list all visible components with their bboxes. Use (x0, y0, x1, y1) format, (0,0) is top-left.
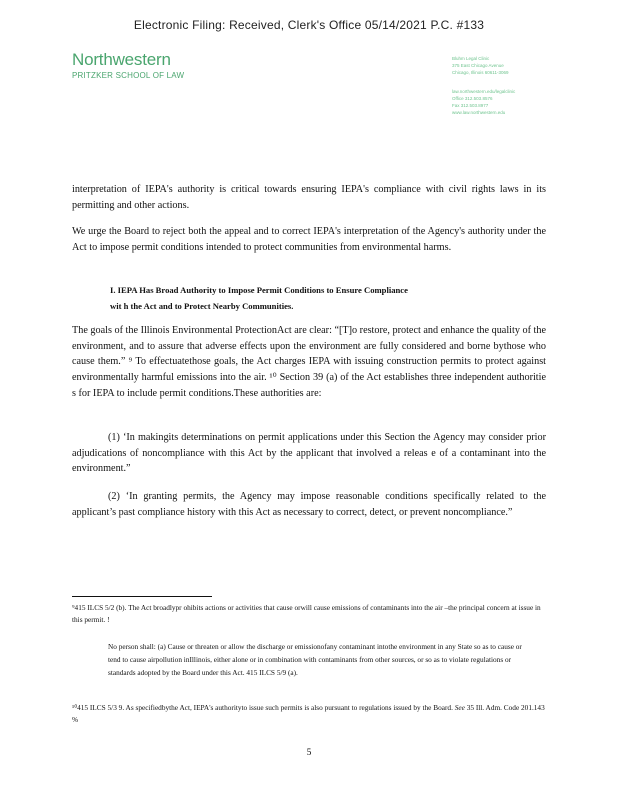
clinic-contact: law.northwestern.edu/legalclinic Office 312.503.8576 Fax 312.503.8977 www.law.northwestern.edu (452, 89, 516, 115)
footnote-10 (72, 702, 546, 726)
footnote-9: ⁹415 ILCS 5/2 (b). The Act broadlypr ohibits actions or activities that cause orwill cause emissions of contaminants into the air –the principal concern at issue in this permit. ! (72, 603, 541, 625)
quote-reasonable-conditions: (2) ‘In granting permits, the Agency may impose reasonable conditions specifically related to the applicant’s past compliance history with this Act as necessary to correct, detect, or prevent noncompliance.” (72, 491, 546, 518)
pritzker-subtitle: PRITZKER SCHOOL OF LAW (72, 71, 185, 80)
paragraph-civil-rights: interpretation of IEPA's authority is critical towards ensuring IEPA's compliance with civil rights laws in its permitting and other actions. (72, 184, 546, 211)
quote-adjudications: (1) ‘In makingits determinations on permit applications under this Section the Agency may consider prior adjudications of noncompliance with this Act by the applicant that involved a releas e of a contaminant into the environment.” (72, 432, 546, 475)
section-heading-line-2: wit h the Act and to Protect Nearby Communities. (110, 301, 294, 311)
paragraph-urge-board: We urge the Board to reject both the appeal and to correct IEPA's interpretation of the Agency's authority under the Act to impose permit conditions intended to protect communities from environmental harms. (72, 226, 546, 253)
footnote-10-citation: 35 Ill. Adm. Code 201.143 % (72, 703, 545, 725)
electronic-filing-stamp: Electronic Filing: Received, Clerk's Office 05/14/2021 P.C. #133 (133, 18, 485, 32)
page-number: 5 (306, 748, 312, 758)
clinic-address: Bluhm Legal Clinic 375 East Chicago Avenue Chicago, Illinois 60611-3069 (452, 56, 509, 75)
paragraph-act-goals: The goals of the Illinois Environmental ProtectionAct are clear: “[T]o restore, protect and enhance the quality of the environment, and to assure that adverse effects upon the environment are fully considered and borne bythose who cause them.” ⁹ To effectuatethose goals, the Act charges IEPA with issuing construction permits to protect against environmentally harmful emissions into the air. ¹⁰ Section 39 (a) of the Act establishes three independent authoritie s for IEPA to include permit conditions.These authorities are: (72, 325, 546, 399)
footnote-divider (72, 596, 212, 597)
footnote-10-see: See (454, 703, 465, 712)
footnote-10-text: ¹⁰415 ILCS 5/3 9. As specifiedbythe Act, IEPA's authorityto issue such permits is also pursuant to regulations issued by the Board. (72, 703, 455, 712)
northwestern-logo: Northwestern (72, 50, 171, 69)
footnote-9-quote: No person shall: (a) Cause or threaten or allow the discharge or emissionofany contaminant intothe environment in any State so as to cause or tend to cause airpollution inIllinois, either alone or in combination with contaminants from other sources, or so as to violate regulations or standards adopted by the Board under this Act. 415 ILCS 5/9 (a). (108, 642, 522, 677)
section-heading-line-1: I. IEPA Has Broad Authority to Impose Permit Conditions to Ensure Compliance (110, 285, 408, 295)
